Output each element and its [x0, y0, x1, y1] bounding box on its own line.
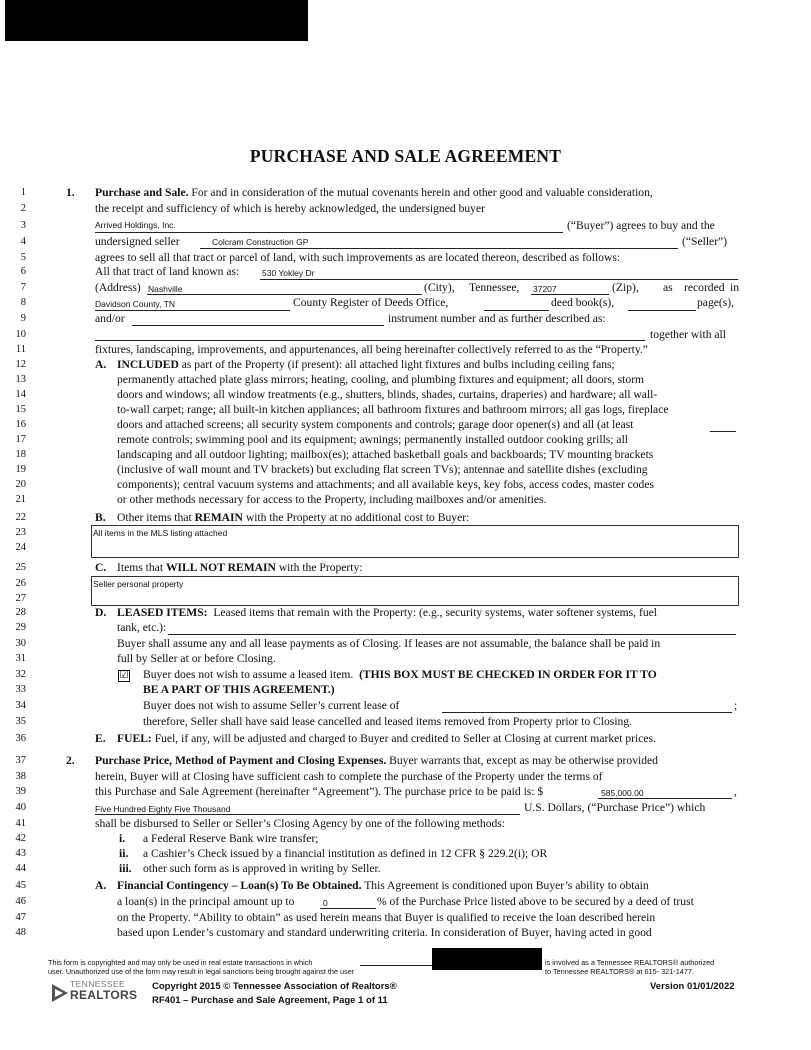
e-text: Fuel, if any, will be adjusted and charged to Buyer and credited to Seller at Closing at current market prices. [154, 732, 656, 745]
s1-d-line-5 [143, 668, 657, 682]
price-underline [598, 798, 732, 799]
city-underline [147, 294, 422, 295]
and-or-label: and/or [95, 312, 125, 325]
line-number: 15 [15, 404, 26, 415]
s1-e-letter: E. [95, 732, 106, 745]
line-number: 4 [20, 236, 26, 247]
method-iii-number: iii. [119, 862, 132, 875]
method-ii-text: a Cashier’s Check issued by a financial institution as defined in 12 CFR § 229.2(i); OR [143, 847, 548, 860]
seller-name-field[interactable]: Colcram Construction GP [212, 237, 309, 247]
s1-d-line-7: Buyer does not wish to assume Seller’s current lease of [143, 699, 400, 712]
line-number: 6 [20, 266, 26, 277]
price-words-field[interactable]: Five Hundred Eighty Five Thousand [95, 804, 231, 814]
s2-l1-text: Buyer warrants that, except as may be otherwise provided [389, 754, 658, 767]
deed-book-label: deed book(s), [551, 296, 615, 309]
section-2-heading: Purchase Price, Method of Payment and Closing Expenses. [95, 754, 387, 767]
line-number: 35 [15, 716, 26, 727]
seller-prefix: undersigned seller [95, 235, 180, 248]
section-1-line-2: the receipt and sufficiency of which is hereby acknowledged, the undersigned buyer [95, 202, 485, 215]
s1-a-line-1 [117, 358, 615, 372]
city-label: (City), [424, 281, 455, 294]
s2-a-line-1 [117, 879, 649, 893]
remain-heading: REMAIN [194, 511, 243, 524]
not-remain-items-box[interactable] [91, 576, 739, 606]
line-number: 41 [15, 818, 26, 829]
fuel-heading: FUEL: [117, 732, 152, 745]
s2-a-line-2b: % of the Purchase Price listed above to be secured by a deed of trust [377, 895, 694, 908]
s1-d-line-8: therefore, Seller shall have said lease cancelled and leased items removed from Property prior to Closing. [143, 715, 633, 728]
address-field[interactable]: 530 Yokley Dr [262, 268, 315, 278]
line-number: 17 [15, 434, 26, 445]
line-number: 13 [15, 374, 26, 385]
buyer-name-field[interactable]: Arrived Holdings, Inc. [95, 220, 176, 230]
recorded-word: recorded [684, 281, 725, 294]
line-number: 19 [15, 464, 26, 475]
s1-a-line-4: to-wall carpet; range; all built-in kitchen appliances; all bathroom fixtures and bathroom mirrors; all gas logs, fireplace [117, 403, 669, 416]
s1-a-line-5: doors and attached screens; all security system components and controls; garage door opener(s) and all (at least [117, 418, 634, 431]
remain-items-box[interactable] [91, 525, 739, 558]
footer-notice-2b: to Tennessee REALTORS® at 615- 321-1477. [545, 967, 694, 976]
line-number: 38 [15, 771, 26, 782]
footer-form-id: RF401 – Purchase and Sale Agreement, Page 1 of 11 [152, 995, 388, 1006]
method-i-number: i. [119, 832, 126, 845]
s2-a-line-2a: a loan(s) in the principal amount up to [117, 895, 295, 908]
document-title: PURCHASE AND SALE AGREEMENT [249, 146, 562, 166]
line-number: 31 [15, 653, 26, 664]
line-number: 46 [15, 896, 26, 907]
loan-percent-underline [320, 908, 376, 909]
line-number: 20 [15, 479, 26, 490]
city-field[interactable]: Nashville [148, 284, 183, 294]
no-lease-checkbox[interactable]: ☑ [119, 670, 129, 681]
d-1-text: Leased items that remain with the Property: (e.g., security systems, water softener systems, fuel [213, 606, 657, 619]
line-number: 24 [15, 542, 26, 553]
section-1-line-1 [95, 186, 653, 200]
s1-a-line-9: components); central vacuum systems and attachments; and all available keys, key fobs, access codes, master codes [117, 478, 654, 491]
s2-a-line-3: on the Property. “Ability to obtain” as used herein means that Buyer is qualified to receive the loan described herein [117, 911, 656, 924]
zip-label: (Zip), [612, 281, 639, 294]
line-number: 22 [15, 512, 26, 523]
s1-b-line [117, 511, 469, 525]
zip-field[interactable]: 37207 [533, 284, 557, 294]
s1-a-line-3: doors and windows; all window treatments (e.g., shutters, blinds, shades, curtains, draperies) and hardware; all wall- [117, 388, 658, 401]
section-1-line-5: agrees to sell all that tract or parcel of land, with such improvements as are located thereon, described as follows: [95, 251, 621, 264]
s2-a-1-text: This Agreement is conditioned upon Buyer’s ability to obtain [364, 879, 649, 892]
seller-suffix: (“Seller”) [682, 235, 728, 248]
deed-book-underline [484, 310, 549, 311]
line-number: 39 [15, 786, 26, 797]
section-2-line-1 [95, 754, 658, 768]
purchase-price-field[interactable]: 585,000.00 [601, 788, 644, 798]
section-1-number: 1. [66, 186, 75, 199]
current-lease-underline [442, 712, 732, 713]
c-text-b: with the Property: [278, 561, 363, 574]
zip-underline [531, 294, 609, 295]
line-number: 47 [15, 912, 26, 923]
not-remain-items-field: Seller personal property [93, 579, 184, 589]
s1-c-line [117, 561, 363, 575]
financial-contingency-heading: Financial Contingency – Loan(s) To Be Obtained. [117, 879, 362, 892]
leased-items-underline [168, 634, 736, 635]
section-2-line-2: herein, Buyer will at Closing have sufficient cash to complete the purchase of the Property under the terms of [95, 770, 603, 783]
redaction-bar-top [5, 0, 308, 41]
buyer-underline [95, 232, 563, 233]
line-number: 7 [20, 282, 26, 293]
line-number: 45 [15, 880, 26, 891]
buyer-suffix: (“Buyer”) agrees to buy and the [567, 219, 715, 232]
line-number: 8 [20, 297, 26, 308]
s1-d-line-3: Buyer shall assume any and all lease payments as of Closing. If leases are not assumable, the balance shall be paid in [117, 637, 661, 650]
address-label: (Address) [95, 281, 141, 294]
line-number: 28 [15, 607, 26, 618]
price-comma: , [734, 785, 737, 798]
seller-underline [200, 248, 678, 249]
semicolon: ; [734, 699, 738, 712]
s1-d-letter: D. [95, 606, 107, 619]
s2-a-line-4: based upon Lender’s customary and standard underwriting criteria. In consideration of Buyer, having acted in good [117, 926, 652, 939]
line-number: 9 [20, 313, 26, 324]
s1-a-1-text: as part of the Property (if present): all attached light fixtures and bulbs including ceiling fans; [181, 358, 615, 371]
footer-version: Version 01/01/2022 [650, 981, 735, 992]
footer-notice-1b: is involved as a Tennessee REALTORS® authorized [545, 958, 715, 967]
s1-a-letter: A. [95, 358, 107, 371]
line-number: 14 [15, 389, 26, 400]
s1-l1-text: For and in consideration of the mutual covenants herein and other good and valuable consideration, [191, 186, 653, 199]
instrument-label: instrument number and as further described as: [388, 312, 606, 325]
line-number: 33 [15, 684, 26, 695]
county-field[interactable]: Davidson County, TN [95, 299, 175, 309]
s1-c-letter: C. [95, 561, 107, 574]
line-number: 1 [20, 187, 26, 198]
s1-d-line-1 [117, 606, 657, 620]
line-number: 2 [20, 203, 26, 214]
line-number: 40 [15, 802, 26, 813]
remote-count-underline [710, 431, 736, 432]
line-number: 43 [15, 848, 26, 859]
line-number: 23 [15, 527, 26, 538]
s1-b-letter: B. [95, 511, 106, 524]
logo-realtors-text: REALTORS [70, 988, 138, 1002]
s2-a-letter: A. [95, 879, 107, 892]
s1-a-line-7: landscaping and all outdoor lighting; mailbox(es); attached basketball goals and backboards; TV mounting brackets [117, 448, 654, 461]
line-number: 26 [15, 578, 26, 589]
leased-items-heading: LEASED ITEMS: [117, 606, 208, 619]
price-words-underline [95, 814, 520, 815]
line-number: 10 [15, 329, 26, 340]
footer-notice-1a: This form is copyrighted and may only be used in real estate transactions in which [48, 958, 313, 967]
address-underline [260, 279, 738, 280]
line-number: 32 [15, 669, 26, 680]
method-ii-number: ii. [119, 847, 129, 860]
footer-copyright: Copyright 2015 © Tennessee Association of Realtors® [152, 981, 397, 992]
method-iii-text: other such form as is approved in writing by Seller. [143, 862, 381, 875]
line-number: 34 [15, 700, 26, 711]
s1-a-line-6: remote controls; swimming pool and its equipment; awnings; permanently installed outdoor cooking grills; all [117, 433, 629, 446]
section-1-line-11: fixtures, landscaping, improvements, and appurtenances, all being hereinafter collectively referred to as the “Property.” [95, 343, 648, 356]
further-described-underline [95, 340, 645, 341]
line-number: 21 [15, 494, 26, 505]
realtors-logo-icon [50, 982, 70, 1004]
s1-a-line-2: permanently attached plate glass mirrors; heating, cooling, and plumbing fixtures and equipment; all doors, storm [117, 373, 645, 386]
section-2-number: 2. [66, 754, 75, 767]
line-number: 44 [15, 863, 26, 874]
line-number: 42 [15, 833, 26, 844]
line-number: 3 [20, 220, 26, 231]
line-number: 16 [15, 419, 26, 430]
line-number: 37 [15, 755, 26, 766]
page-label: page(s), [697, 296, 735, 309]
line-number: 48 [15, 927, 26, 938]
section-1-heading: Purchase and Sale. [95, 186, 189, 199]
redaction-bar-footer [432, 948, 542, 970]
address-prefix: All that tract of land known as: [95, 265, 240, 278]
will-not-remain-heading: WILL NOT REMAIN [165, 561, 276, 574]
dollars-suffix: U.S. Dollars, (“Purchase Price”) which [524, 801, 706, 814]
s1-a-line-10: or other methods necessary for access to the Property, including mailboxes and/or amenities. [117, 493, 547, 506]
tennessee-realtors-logo [50, 978, 145, 1008]
as-word: as [663, 281, 673, 294]
county-register-label: County Register of Deeds Office, [293, 296, 449, 309]
line-number: 12 [15, 359, 26, 370]
page-underline [628, 310, 696, 311]
line-number: 11 [15, 344, 26, 355]
line-number: 25 [15, 562, 26, 573]
logo-tennessee-text: TENNESSEE [70, 979, 126, 989]
remain-items-field: All items in the MLS listing attached [93, 528, 228, 538]
section-2-line-5: shall be disbursed to Seller or Seller’s Closing Agency by one of the following methods: [95, 817, 506, 830]
line-number: 18 [15, 449, 26, 460]
footer-notice-2a: user. Unauthorized use of the form may result in legal sanctions being brought against the user [48, 967, 355, 976]
d-5-bold: (THIS BOX MUST BE CHECKED IN ORDER FOR IT TO [359, 668, 657, 681]
s1-d-line-6: BE A PART OF THIS AGREEMENT.) [143, 683, 335, 696]
footer-user-underline [360, 965, 432, 966]
d-5-text: Buyer does not wish to assume a leased item. [143, 668, 354, 681]
line-number: 5 [20, 252, 26, 263]
state-label: Tennessee, [469, 281, 520, 294]
line-number: 30 [15, 638, 26, 649]
line-number: 29 [15, 622, 26, 633]
s1-d-line-2: tank, etc.): [117, 621, 167, 634]
together-label: together with all [650, 328, 726, 341]
instrument-underline [132, 325, 384, 326]
b-text-a: Other items that [117, 511, 192, 524]
section-2-line-3: this Purchase and Sale Agreement (hereinafter “Agreement”). The purchase price to be paid is: $ [95, 785, 544, 798]
s1-a-line-8: (inclusive of wall mount and TV brackets) but excluding flat screen TVs); antennae and satellite dishes (excluding [117, 463, 648, 476]
s1-e-line [117, 732, 656, 746]
included-heading: INCLUDED [117, 358, 179, 371]
s1-d-line-4: full by Seller at or before Closing. [117, 652, 276, 665]
county-underline [95, 310, 290, 311]
in-word: in [730, 281, 740, 294]
c-text-a: Items that [117, 561, 164, 574]
method-i-text: a Federal Reserve Bank wire transfer; [143, 832, 319, 845]
loan-percent-field[interactable]: 0 [323, 898, 328, 908]
line-number: 27 [15, 593, 26, 604]
line-number: 36 [15, 733, 26, 744]
b-text-b: with the Property at no additional cost to Buyer: [245, 511, 470, 524]
